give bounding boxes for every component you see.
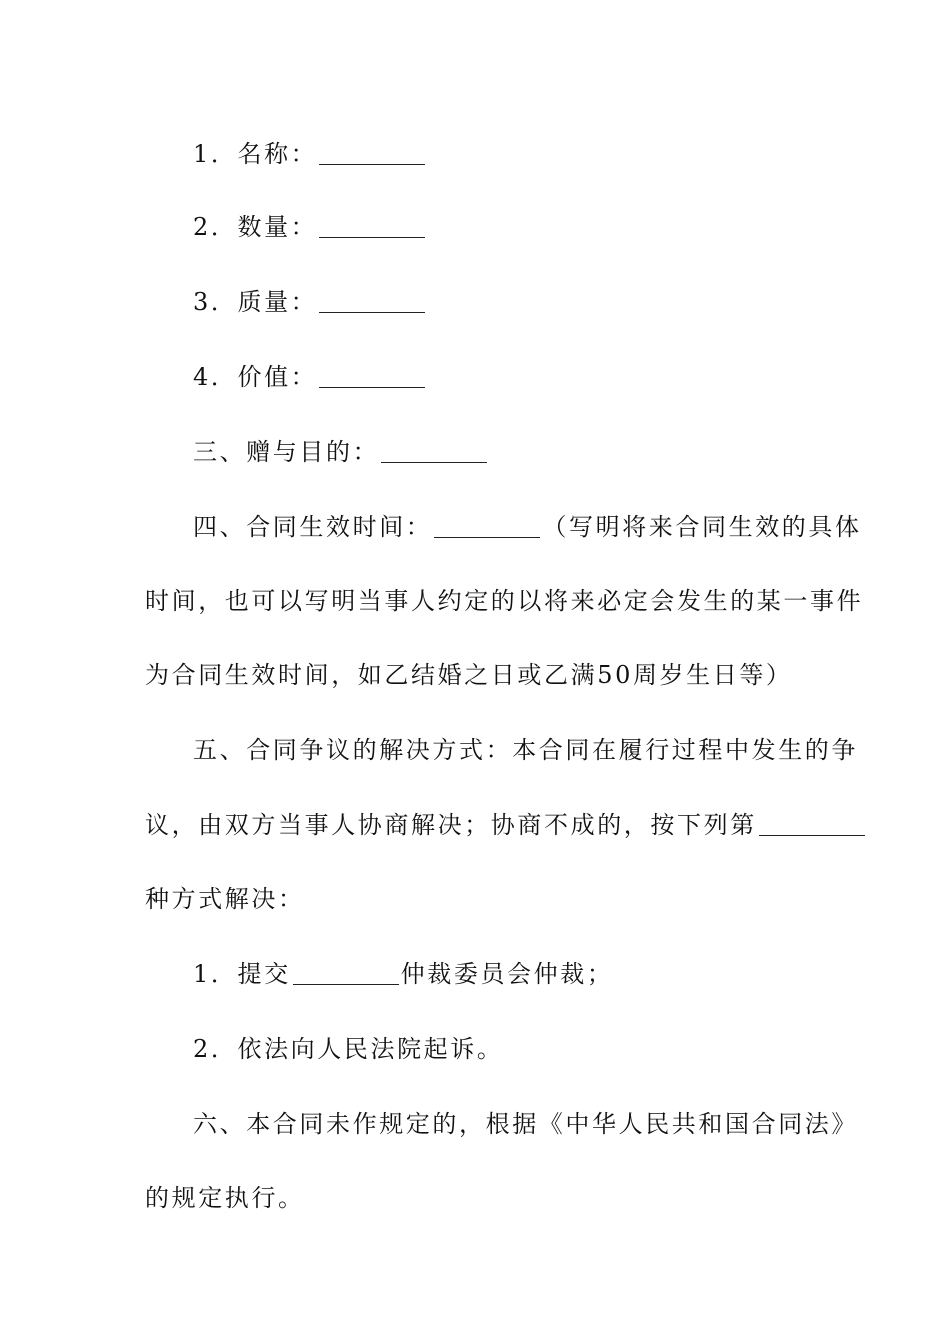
line-text: 4．价值：: [193, 363, 318, 391]
effective-time-continuation-2: [145, 659, 825, 691]
line-text: 种方式解决：: [145, 885, 305, 913]
line-text: 2．数量：: [193, 213, 318, 241]
line-text: 3．质量：: [193, 288, 318, 316]
line-text: 1．提交: [193, 960, 291, 988]
fill-blank: [319, 363, 425, 388]
gift-purpose-line: [193, 436, 873, 468]
item-value-line: [193, 361, 873, 393]
line-text: 议，由双方当事人协商解决；协商不成的，按下列第: [145, 811, 757, 839]
effective-time-continuation-1: [145, 585, 864, 617]
line-text: 五、合同争议的解决方式：本合同在履行过程中发生的争: [193, 736, 858, 764]
line-text: 三、赠与目的：: [193, 438, 380, 466]
fill-blank: [434, 513, 540, 538]
lawsuit-option-line: [193, 1033, 873, 1065]
legal-basis-continuation: [145, 1182, 825, 1214]
item-name-line: [193, 138, 873, 170]
fill-blank: [319, 288, 425, 313]
arbitration-option-line: [193, 958, 873, 990]
effective-time-line: [193, 511, 873, 543]
line-text-after: （写明将来合同生效的具体: [542, 513, 862, 541]
fill-blank: [759, 811, 865, 836]
line-text: 时间，也可以写明当事人约定的以将来必定会发生的某一事件: [145, 587, 864, 615]
line-text: 四、合同生效时间：: [193, 513, 433, 541]
dispute-resolution-line: [193, 734, 873, 766]
fill-blank: [293, 960, 399, 985]
fill-blank: [381, 438, 487, 463]
fill-blank: [319, 213, 425, 238]
dispute-resolution-continuation-1: [145, 809, 825, 841]
dispute-resolution-continuation-2: [145, 883, 825, 915]
line-text: 1．名称：: [193, 140, 318, 168]
legal-basis-line: [193, 1108, 873, 1140]
line-text: 为合同生效时间，如乙结婚之日或乙满50周岁生日等）: [145, 661, 793, 689]
line-text: 2．依法向人民法院起诉。: [193, 1035, 504, 1063]
item-quality-line: [193, 286, 873, 318]
line-text: 六、本合同未作规定的，根据《中华人民共和国合同法》: [193, 1110, 858, 1138]
line-text: 的规定执行。: [145, 1184, 305, 1212]
item-quantity-line: [193, 211, 873, 243]
line-text-after: 仲裁委员会仲裁；: [400, 960, 614, 988]
fill-blank: [319, 140, 425, 165]
